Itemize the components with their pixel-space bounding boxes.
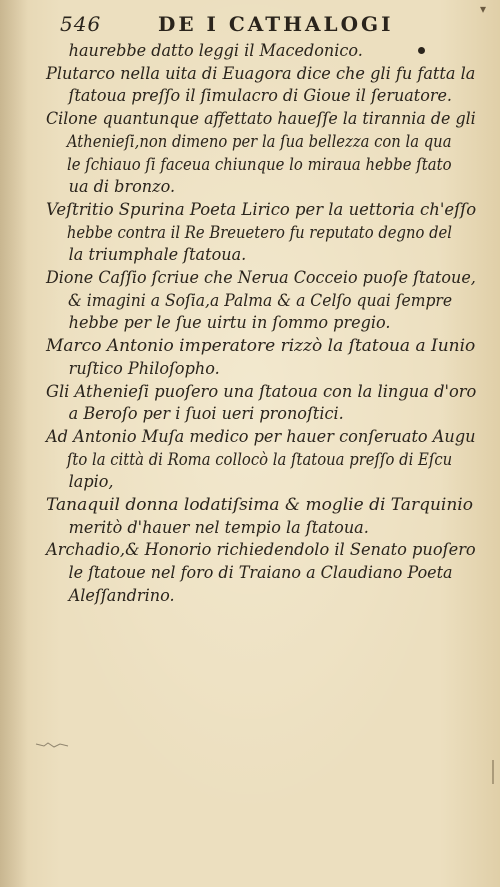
text-line: ſtatoua preſſo il ſimulacro di Gioue il ſeruatore. [68,86,453,107]
text-line: Dione Caſſio ſcriue che Nerua Cocceio puoſe ſtatoue, [46,268,476,289]
text-line: hebbe contra il Re Breuetero fu reputato degno del [66,222,453,243]
margin-mark: ▾ [479,2,486,16]
text-line: Veſtritio Spurina Poeta Lirico per la uettoria ch'eſſo [46,199,477,220]
text-line: le ſtatoue nel foro di Traiano a Claudiano Poeta [68,563,453,584]
running-head: DE I CATHALOGI [158,12,394,36]
stray-ink-marks [34,738,74,752]
text-line: ſto la città di Roma collocò la ſtatoua preſſo di Eſcu [66,449,453,470]
text-line: haurebbe datto leggi il Macedonico. [68,41,363,61]
text-line: Gli Athenieſi puoſero una ſtatoua con la lingua d'oro [46,381,477,402]
text-line: Tanaquil donna lodatiſsima & moglie di Tarquinio [46,495,473,516]
text-line: meritò d'hauer nel tempio la ſtatoua. [68,517,369,538]
text-line: Athenieſi,non dimeno per la ſua bellezza con la qua [66,131,452,152]
body-text [46,40,476,608]
text-line: Ad Antonio Muſa medico per hauer conſeruato Augu [46,426,476,447]
text-line: a Beroſo per i ſuoi ueri pronoſtici. [68,404,344,425]
text-line: Marco Antonio imperatore rizzò la ſtatoua a Iunio [46,336,476,357]
text-line: la triumphale ſtatoua. [68,245,247,266]
text-line: ruſtico Philoſopho. [68,358,220,379]
text-line: Archadio,& Honorio richiedendolo il Senato puoſero [46,540,476,561]
page-header [60,12,440,38]
text-line: Cilone quantunque affettato haueſſe la tirannia de gli [46,109,476,130]
text-line: lapio, [68,472,114,493]
text-line: Aleſſandrino. [68,585,175,606]
text-line: le ſchiauo ſi faceua chiunque lo miraua hebbe ſtato [66,154,452,175]
margin-ink-stroke [492,760,494,784]
text-line: & imagini a Soſia,a Palma & a Celſo quai ſempre [67,290,453,311]
text-line: hebbe per le ſue uirtu in ſommo pregio. [68,313,391,334]
page-number: 546 [60,12,102,36]
text-line: Plutarco nella uita di Euagora dice che gli fu fatta la [46,63,476,84]
text-line: ua di bronzo. [68,177,176,198]
gutter-shadow [0,0,28,887]
